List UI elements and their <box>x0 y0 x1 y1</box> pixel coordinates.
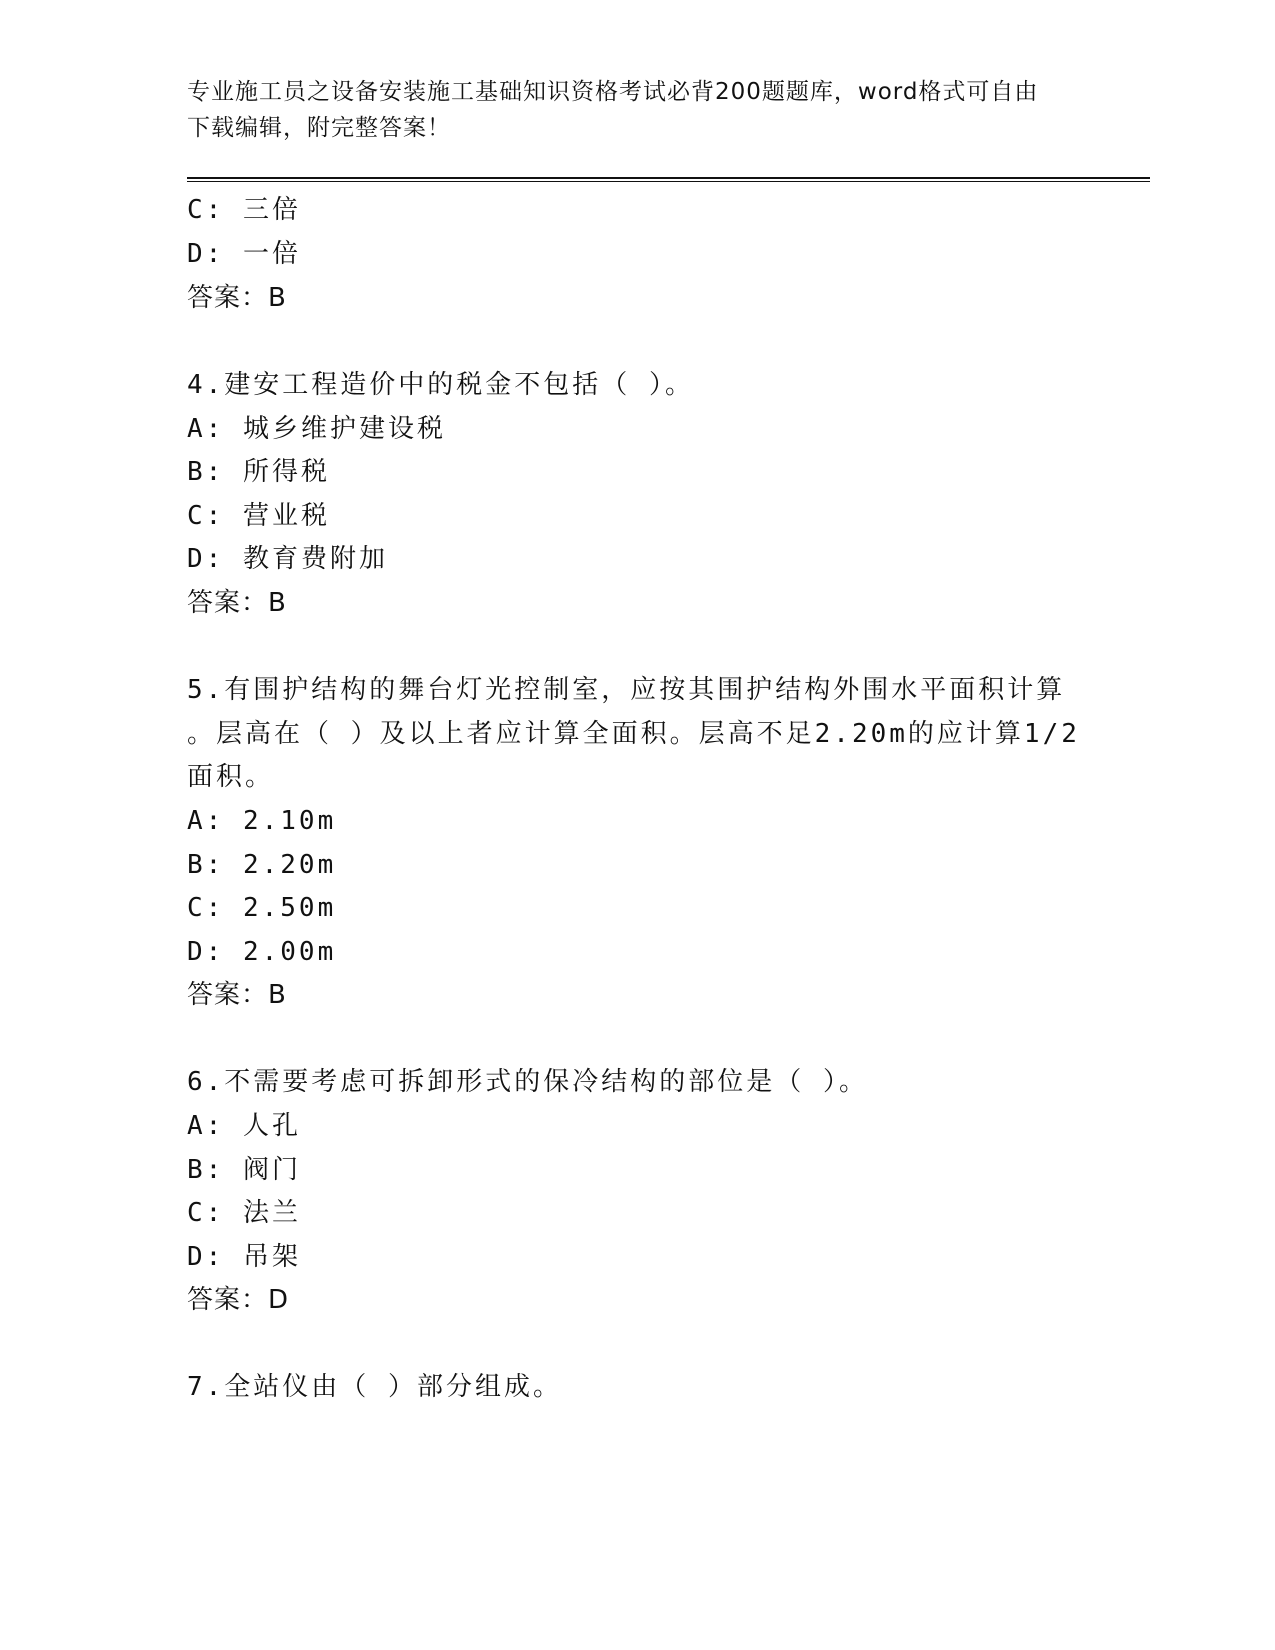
q4-option-a: A: 城乡维护建设税 <box>187 414 446 444</box>
header-line-1: 专业施工员之设备安装施工基础知识资格考试必背200题题库，word格式可自由 <box>187 79 1039 105</box>
q6-option-b: B: 阀门 <box>187 1155 301 1185</box>
q6-question: 6.不需要考虑可拆卸形式的保冷结构的部位是（ ）。 <box>187 1067 868 1097</box>
q6-option-c: C: 法兰 <box>187 1198 301 1228</box>
q4-option-b: B: 所得税 <box>187 457 330 487</box>
header-divider-thick <box>187 177 1150 179</box>
q7-question: 7.全站仪由（ ）部分组成。 <box>187 1372 562 1402</box>
q5-option-b: B: 2.20m <box>187 850 337 880</box>
header-divider-thin <box>187 181 1150 182</box>
q5-question-line-3: 面积。 <box>187 762 275 792</box>
q5-answer: 答案：B <box>187 980 287 1010</box>
q6-option-a: A: 人孔 <box>187 1111 301 1141</box>
q4-option-d: D: 教育费附加 <box>187 544 388 574</box>
document-header <box>187 74 1067 146</box>
q5-option-c: C: 2.50m <box>187 893 337 923</box>
header-line-2: 下载编辑，附完整答案！ <box>187 115 451 141</box>
q5-question-line-1: 5.有围护结构的舞台灯光控制室，应按其围护结构外围水平面积计算 <box>187 675 1066 705</box>
q3-option-c: C: 三倍 <box>187 195 301 225</box>
q4-question: 4.建安工程造价中的税金不包括（ ）。 <box>187 370 694 400</box>
q5-option-d: D: 2.00m <box>187 937 337 967</box>
q4-answer: 答案：B <box>187 588 287 618</box>
q3-answer: 答案：B <box>187 283 287 313</box>
q5-question-line-2: 。层高在（ ）及以上者应计算全面积。层高不足2.20m的应计算1/2 <box>187 719 1080 749</box>
q4-option-c: C: 营业税 <box>187 501 330 531</box>
q5-option-a: A: 2.10m <box>187 806 337 836</box>
q6-answer: 答案：D <box>187 1285 290 1315</box>
q6-option-d: D: 吊架 <box>187 1242 301 1272</box>
q3-option-d: D: 一倍 <box>187 239 301 269</box>
